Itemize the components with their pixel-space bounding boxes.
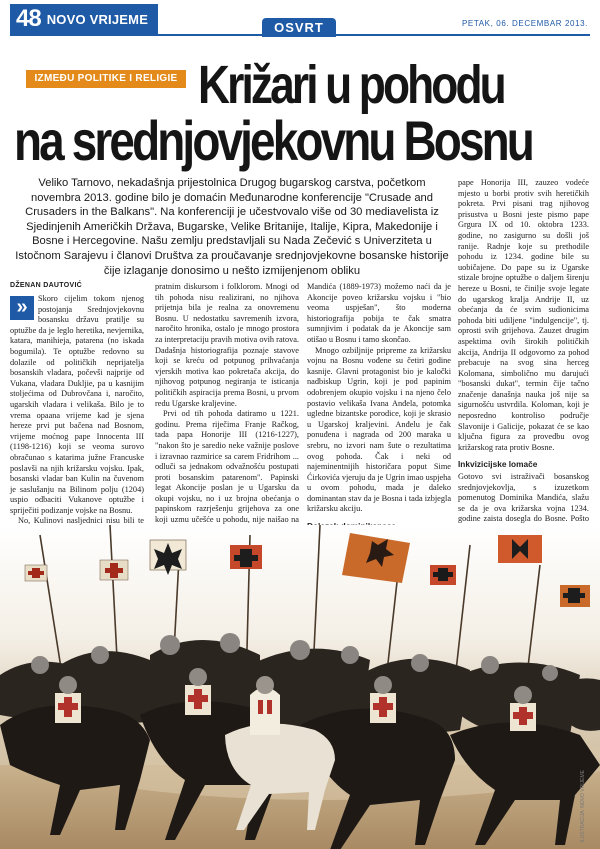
kicker-label: IZMEĐU POLITIKE I RELIGIE: [26, 70, 186, 88]
text-column-2: [155, 282, 299, 557]
headline-line-2: na srednjovjekovnu Bosnu: [14, 109, 532, 172]
headline-line-1: Križari u pohodu: [198, 55, 504, 115]
issue-date: PETAK, 06. DECEMBAR 2013.: [461, 19, 588, 28]
lead-paragraph: Veliko Tarnovo, nekadašnja prijestolnica Drugog bugarskog carstva, početkom novembra 2013. godine bilo je domaćin Međunarodne konferencije "Crusade and Crusaders in the Balkans". Na konferenciji je učestvovalo više od 30 mediavelista iz Sjedinjenih Američkih Država, Bugarske, Velike Britanije, Italije, Kipra, Makedonije i Bosne i Hercegovine. Našu zemlju predstavljali su Nada Zečević s Univerziteta u Istočnom Sarajevu i članovi Društva za proučavanje srednjovjekovne bosanske historije čije izlaganje donosimo u nešto izmijenjenom obliku: [15, 177, 449, 277]
magazine-name: NOVO VRIJEME: [46, 11, 149, 27]
section-label: OSVRT: [262, 18, 336, 37]
chevron-right-icon: »: [10, 296, 34, 320]
page-number: 48: [16, 5, 41, 32]
photo-credit: ILUSTRACIJA: NOVO VRIJEME: [580, 770, 586, 843]
body-paragraph: Mandića (1889-1973) možemo naći da je Akoncije poveo križarsku vojsku i "bio veoma uspješan", što moderna historiografija pobija te čak smatra sumnjivim i podatak da je Akoncije sam otišao u Bosnu i tamo skončao.: [307, 282, 451, 344]
body-paragraph: pape Honorija III, zauzeo vodeće mjesto u borbi protiv svih heretičkih pokreta. Prvi pisani trag njihovog prisustva u Bosni jeste pismo pape Grgura IX od 10. oktobra 1233. godine, no zasigurno su došli još ranije. Radnje koje su prethodile pohodu iz 1234. godine bile su uobičajene. Do pape su iz Ugarske stizale brojne optužbe o daljem širenju hereze u Bosni, te činilje svoje legate do ugarskog kralja Andrije II, uz obećanja da će svim sudionicima pohoda biti udiljene "indulgencije", tj. oprosti svih grijehova. Zauzet drugim aspektima ovih širokih političkih akcija, Andrija II odgovorno za pohod prebacuje na svog sina herceg Kolomana, simbolično mu darujući "bosanski dukat", termin čije tačno značenje današnja nauka još nije sa sigurnošću ustvrdila. Koloman, koji je neposredno kontroliso područje Slavonije i Galicije, pokazat će se kao ključna figura za provedbu ovog križarskog rata protiv Bosne.: [458, 178, 589, 452]
body-paragraph: pratnim diskursom i folklorom. Mnogi od tih pohoda nisu realizirani, no njihova prijetnja bila je realna za onovremenu Bosnu. U nedostatku savremenih izvora, naročito hronika, ostalo je mnogo prostora za interpretaciju pravih motiva ovih ratova. Dadašnja historiografija poznaje stavove koji se kreću od potpunog prihvaćanja vjerskih motiva kao pokretača akcija, do njihovog potpunog negiranja te isticanja političkih aspiracija prema Bosni, u prvom redu Ugarske kraljevine.: [155, 282, 299, 408]
body-paragraph: Mnogo ozbiljnije pripreme za križarsku vojnu na Bosnu vođene su četiri godine kasnije. Glavni protagonist bio je kaločki nadbiskup Ugrin, koji je pod papinim odobrenjem okupio vojsku i na njeno čelo postavio velikaša Ivana Anđela, potomka ugledne bizantske porodice, koji je skrasio u Ugarskoj kraljevini. Anđelu je čak ponuđena i nagrada od 200 maraka u srebru, no izvori nam šute o rezultatima ovog pohoda. Čak i neki od najeminentnijih historičara poput Sime Ćirkovića vjeruju da je Ugrin imao uspjeha u ovom pohodu, mada je daleko dominantan stav da je Bosna i tada izbjegla križarsku akciju.: [307, 345, 452, 514]
body-paragraph: No, Kulinovi nasljednici nisu bili te: [18, 516, 144, 526]
subheading: Inkvizicijske lomače: [458, 459, 538, 470]
body-paragraph: Prvi od tih pohoda datiramo u 1221. godinu. Prema riječima Franje Račkog, tada papa Honorije III (1216-1227), "nakon što je saredio neke važnije poslove i izravnao razmirice sa carem Fridrihom ... odluči sa jednakom odvažnošću postupati proti bosanskim patarenom". Papinski legat Akoncije poslan je u Ugarsku da okupi vojsku, no i uz brojna obećanja o papinskom razrješenju grijehova za one koji uzmu učešće u pohodu, nije naišao na: [155, 409, 299, 525]
crusaders-photo: [0, 525, 600, 849]
masthead: [10, 4, 158, 34]
author-byline: DŽENAN DAUTOVIĆ: [10, 282, 83, 289]
body-paragraph: Skoro cijelim tokom njenog postojanja Srednjovjekovnu bosansku državu pratilje su optužbe da je leglo heretika, nevjernika, katara, manihieja, patarena (no iskada bogumila). Te optužbe redovno su dolazile od političkih neprijatelja bosanskih vladara, počevši najprije od Vukana, vladara Dukljie, pa u kasnijim stoljećima od Dubrovčana i, naročito, ugarskih vladara i velikaša. Bilo je to vrema opaana vrijeme kad je sjena hereze prvi put bačena nad Bosnom, vrijeme moćnog pape Innocenta III (1198-1216) koji se veoma surovo obračunao s katarima južne Francuske poslavši na njih križarsku vojsku. Ipak, bosanski vladar ban Kulin na čuvenom je saslušanju na Bilinom polju (1204) uspio odbaciti Vukanove optužbe i spriječiti podizanje vojske na Bosnu.: [10, 294, 144, 515]
body-paragraph: Gotovo svi istraživači bosanskog srednjovjekovlja, s izuzetkom pomenutog Dominika Mandića, slažu se da je ova križarska vojna 1234. godine zaista dosegla do Bosne. Pošto: [458, 472, 589, 524]
